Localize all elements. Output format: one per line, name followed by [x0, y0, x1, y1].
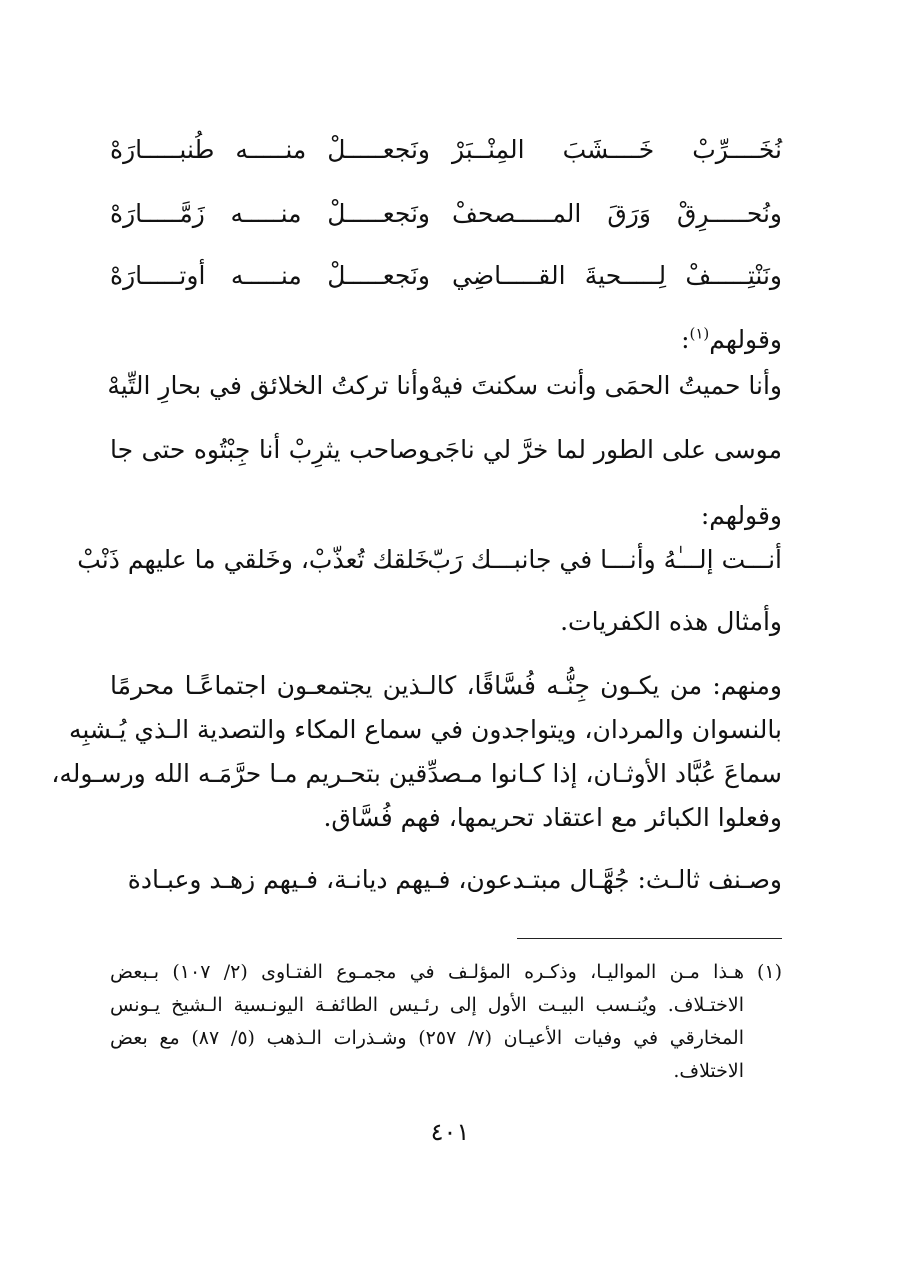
- paragraph-line: بالنسوان والمردان، ويتواجدون في سماع المكاء والتصدية الـذي يُـشبِه: [68, 715, 782, 744]
- verse-second-hemistich: وأنا تركتُ الخلائق في بحارِ التِّيهْ: [107, 371, 430, 400]
- paragraph-line: ومنهم: من يكـون جِنُّـه فُسَّاقًا، كالـذين يجتمعـون اجتماعًـا محرمًا: [110, 671, 782, 700]
- verse-line: [110, 254, 782, 298]
- verse-line: [110, 428, 782, 472]
- verse-first-hemistich: أنـــت إلـــٰهُ وأنـــا في جانبـــك رَبّ: [427, 545, 782, 574]
- footnote-line: الاختـلاف. ويُنـسب البيـت الأول إلى رئـيس الطائفـة اليونـسية الـشيخ يـونس: [110, 994, 744, 1016]
- quote-intro: [681, 318, 782, 362]
- footnote: [110, 956, 782, 1088]
- paragraph-line: وفعلوا الكبائر مع اعتقاد تحريمها، فهم فُسَّاق.: [323, 803, 782, 832]
- footnote-number: (١): [756, 961, 782, 983]
- paragraph-line: سماعَ عُبَّاد الأوثـان، إذا كـانوا مـصدِّقين بتحـريم مـا حرَّمَـه الله ورسـوله،: [51, 759, 782, 788]
- closing-line: وأمثال هذه الكفريات.: [560, 607, 782, 636]
- page-number: ٤٠١: [430, 1118, 470, 1146]
- verse-line: [107, 364, 782, 408]
- verse-second-hemistich: وصاحب يثرِبْ أنا جِبْتُوه حتى جا: [110, 435, 430, 464]
- body-paragraph: [110, 858, 782, 902]
- paragraph-line: وصـنف ثالـث: جُهَّـال مبتـدعون، فـيهم ديانـة، فـيهم زهـد وعبـادة: [127, 865, 782, 894]
- footnote-line: الاختلاف.: [673, 1060, 744, 1082]
- footnote-reference: (١): [689, 324, 710, 343]
- verse-second-hemistich: ونَجعـــــلْ منـــــه أوتـــــارَهْ: [110, 261, 430, 290]
- verse-first-hemistich: ونَنْتِـــــفْ لِـــــحيةَ القـــــاضِي: [452, 261, 782, 290]
- quote-intro-colon: :: [681, 325, 690, 354]
- footnote-line: هـذا مـن المواليـا، وذكـره المؤلـف في مجمـوع الفتـاوى (٢/ ١٠٧) بـبعض: [110, 961, 745, 983]
- footnote-separator: [517, 938, 782, 939]
- verse-first-hemistich: وأنا حميتُ الحمَى وأنت سكنتَ فيهْ: [430, 371, 782, 400]
- body-paragraph: [51, 664, 782, 840]
- verse-second-hemistich: ونَجعـــــلْ منـــــه طُنبـــــارَهْ: [110, 135, 430, 164]
- footnote-line: المخارقي في وفيات الأعيـان (٧/ ٢٥٧) وشـذرات الـذهب (٥/ ٨٧) مع بعض: [110, 1027, 745, 1049]
- verse-second-hemistich: خَلقك تُعذّبْ، وخَلقي ما عليهم ذَنْبْ: [77, 545, 430, 574]
- verse-first-hemistich: موسى على الطور لما خرَّ لي ناجَى: [423, 435, 782, 464]
- verse-line: [110, 128, 782, 172]
- book-page: [51, 0, 782, 1271]
- verse-line: [77, 538, 782, 582]
- verse-line: [110, 192, 782, 236]
- quote-intro: وقولهم:: [700, 501, 782, 530]
- verse-second-hemistich: ونَجعـــــلْ منـــــه زَمَّـــــارَهْ: [110, 199, 430, 228]
- verse-first-hemistich: نُخَــــرِّبْ خَــــشَبَ المِنْــبَرْ: [452, 135, 782, 164]
- quote-intro-text: وقولهم: [709, 325, 782, 354]
- verse-first-hemistich: ونُحـــــرِقْ وَرَقَ المـــــصحفْ: [452, 199, 782, 228]
